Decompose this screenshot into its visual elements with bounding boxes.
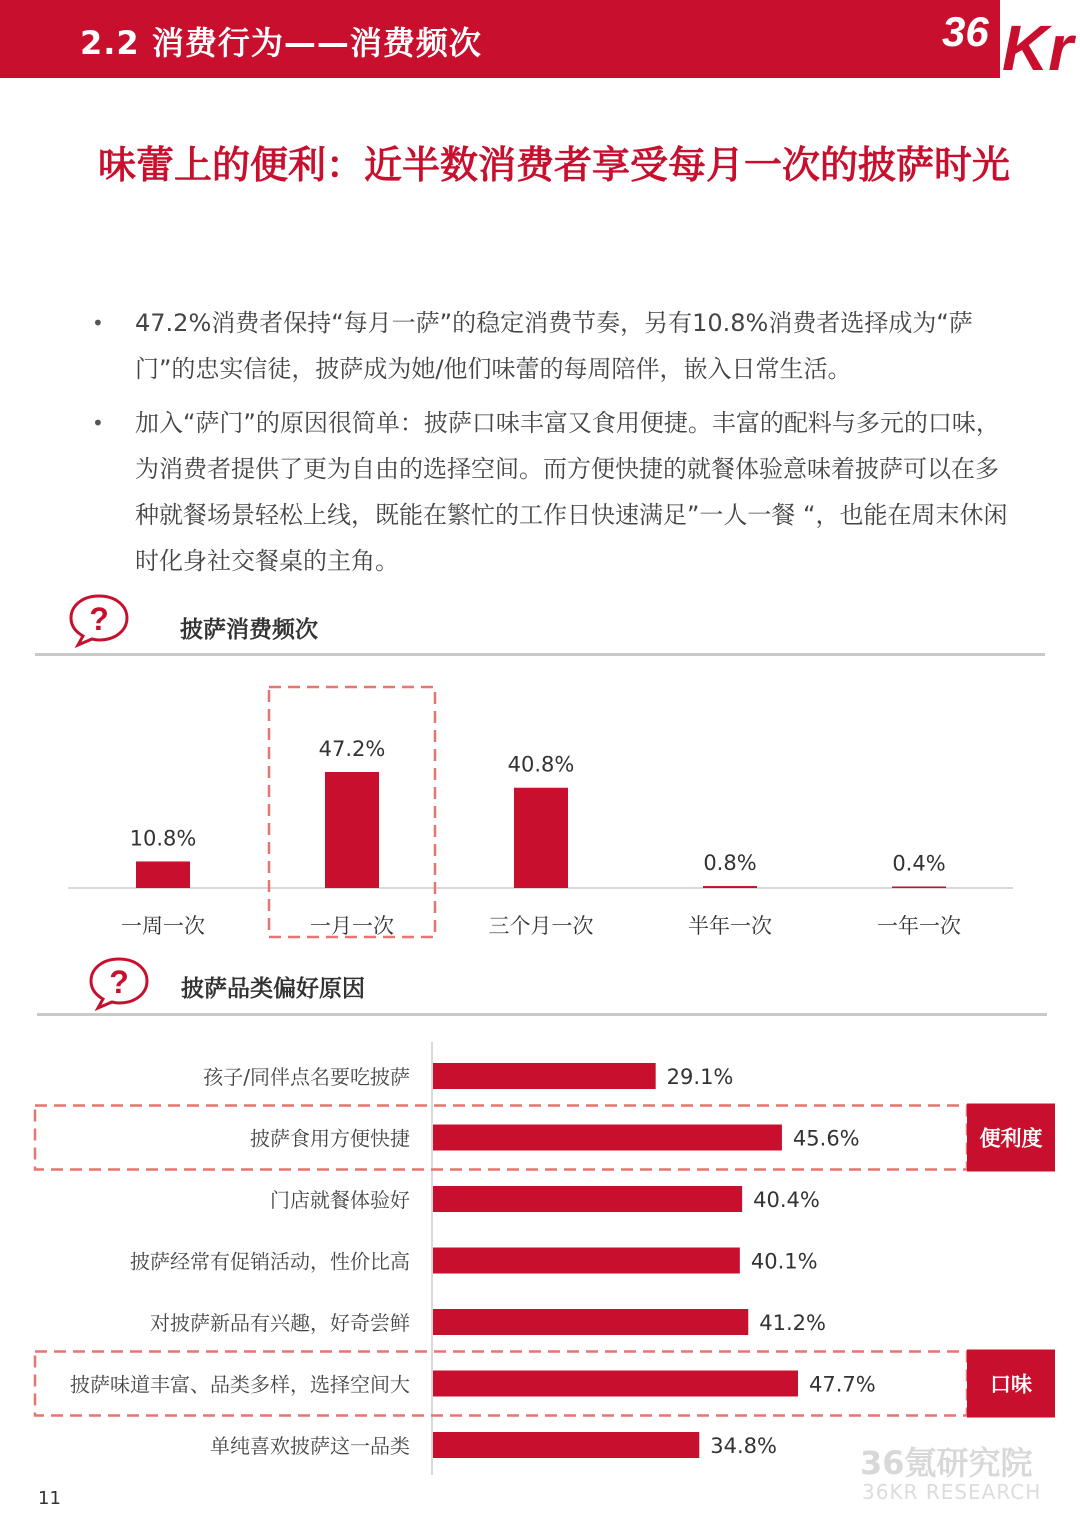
highlight-tag-label: 便利度 bbox=[979, 1126, 1043, 1151]
chart2-divider bbox=[37, 1013, 1047, 1016]
bar bbox=[433, 1248, 740, 1274]
frequency-bar-chart bbox=[0, 660, 1080, 950]
watermark-en: 36KR RESEARCH bbox=[862, 1480, 1042, 1504]
data-label: 34.8% bbox=[710, 1434, 778, 1458]
bullet-item bbox=[90, 300, 1010, 392]
highlight-tag-label: 口味 bbox=[990, 1372, 1032, 1397]
bar bbox=[892, 887, 946, 889]
category-label: 门店就餐体验好 bbox=[270, 1188, 410, 1212]
question-mark-bubble-icon bbox=[66, 592, 132, 648]
data-label: 41.2% bbox=[759, 1311, 826, 1335]
data-label: 47.2% bbox=[318, 737, 386, 761]
data-label: 40.4% bbox=[753, 1188, 820, 1212]
bar bbox=[325, 772, 379, 888]
bullet-dot: • bbox=[92, 311, 104, 335]
data-label: 10.8% bbox=[129, 826, 197, 851]
question-mark-bubble-icon bbox=[86, 955, 152, 1011]
bar bbox=[433, 1063, 656, 1089]
category-label: 单纯喜欢披萨这一品类 bbox=[210, 1434, 410, 1458]
chart1-divider bbox=[35, 653, 1045, 656]
category-label: 一月一次 bbox=[310, 914, 394, 938]
bullet-text: 加入“萨门”的原因很简单：披萨口味丰富又食用便捷。丰富的配料与多元的口味，为消费者提供了更为自由的选择空间。而方便快捷的就餐体验意味着披萨可以在多种就餐场景轻松上线，既能在繁忙的工作日快速满足”一人一餐 “，也能在周末休闲时化身社交餐桌的主角。 bbox=[135, 409, 1008, 575]
chart1-title: 披萨消费频次 bbox=[180, 617, 318, 643]
bar bbox=[703, 886, 757, 888]
category-label: 三个月一次 bbox=[488, 914, 594, 938]
data-label: 40.8% bbox=[507, 752, 575, 777]
bullet-text: 47.2%消费者保持“每月一萨”的稳定消费节奏，另有10.8%消费者选择成为“萨门”的忠实信徒，披萨成为她/他们味蕾的每周陪伴，嵌入日常生活。 bbox=[135, 309, 973, 383]
chart2-title: 披萨品类偏好原因 bbox=[181, 976, 365, 1002]
svg-text:36: 36 bbox=[942, 8, 989, 55]
svg-text:?: ? bbox=[109, 964, 129, 1000]
page-number: 11 bbox=[38, 1488, 61, 1509]
section-heading: 2.2 消费行为——消费频次 bbox=[80, 24, 482, 62]
data-label: 45.6% bbox=[792, 1126, 860, 1151]
category-label: 披萨经常有促销活动，性价比高 bbox=[130, 1249, 410, 1274]
bullet-item bbox=[90, 400, 1010, 584]
bar bbox=[433, 1432, 699, 1458]
bullet-dot: • bbox=[92, 411, 104, 435]
bar bbox=[433, 1309, 748, 1335]
36kr-logo bbox=[938, 0, 1080, 78]
watermark-cn: 36氪研究院 bbox=[860, 1444, 1033, 1482]
bar bbox=[433, 1371, 798, 1397]
bar bbox=[433, 1186, 742, 1212]
category-label: 一周一次 bbox=[121, 914, 205, 938]
svg-text:Kr: Kr bbox=[1002, 12, 1074, 78]
category-label: 一年一次 bbox=[877, 914, 961, 938]
bar bbox=[514, 788, 568, 888]
category-label: 披萨味道丰富、品类多样，选择空间大 bbox=[70, 1372, 410, 1397]
category-label: 半年一次 bbox=[688, 914, 772, 938]
data-label: 0.4% bbox=[892, 851, 946, 876]
bar bbox=[433, 1125, 782, 1151]
svg-text:?: ? bbox=[89, 601, 109, 637]
category-label: 孩子/同伴点名要吃披萨 bbox=[203, 1065, 410, 1089]
category-label: 披萨食用方便快捷 bbox=[250, 1126, 410, 1151]
data-label: 0.8% bbox=[703, 851, 757, 876]
data-label: 47.7% bbox=[809, 1372, 876, 1397]
header-bar bbox=[0, 0, 1080, 78]
data-label: 29.1% bbox=[666, 1065, 734, 1089]
bullet-list bbox=[90, 300, 1010, 592]
data-label: 40.1% bbox=[750, 1249, 818, 1274]
category-label: 对披萨新品有兴趣，好奇尝鲜 bbox=[150, 1311, 410, 1335]
page-title: 味蕾上的便利：近半数消费者享受每月一次的披萨时光 bbox=[98, 143, 1011, 187]
preference-bar-chart bbox=[0, 1030, 1080, 1480]
bar bbox=[136, 861, 190, 888]
